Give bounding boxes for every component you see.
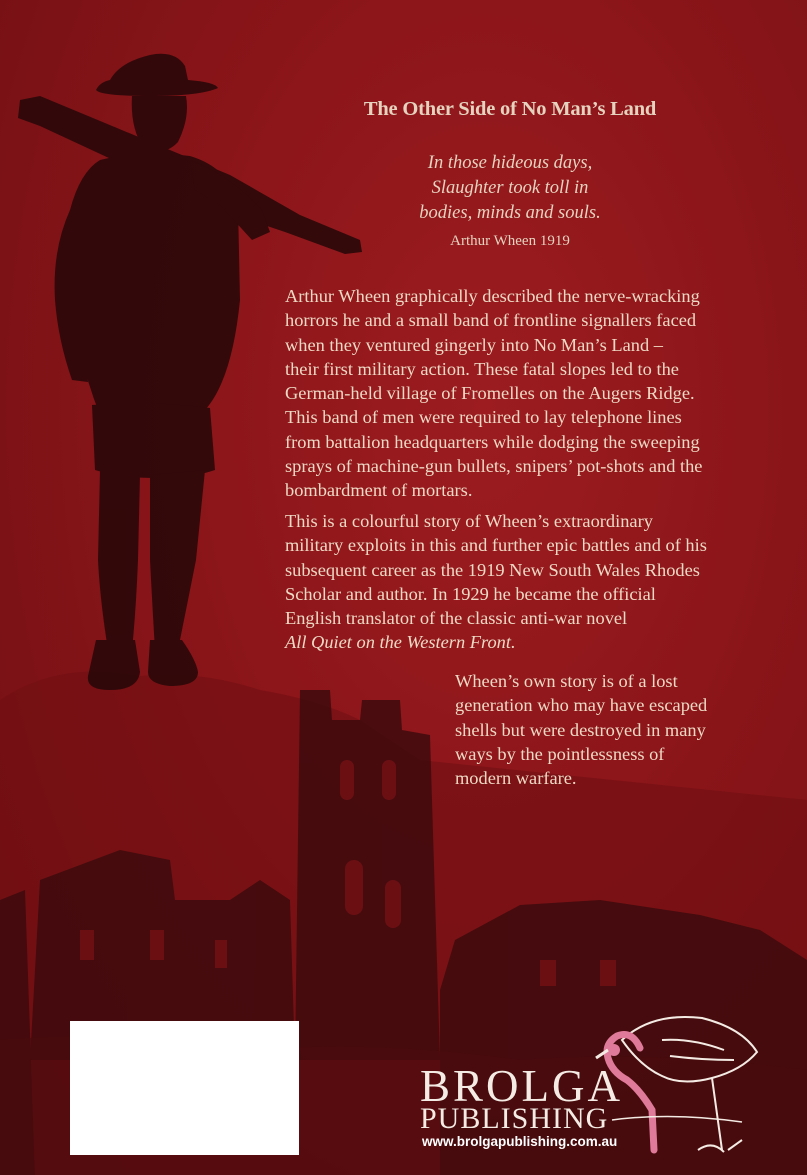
text-line: their first military action. These fatal slopes led to the xyxy=(285,358,679,379)
text-line: horrors he and a small band of frontline signallers faced xyxy=(285,310,697,331)
text-line: English translator of the classic anti-war novel xyxy=(285,608,628,629)
text-line: Wheen’s own story is of a lost xyxy=(455,671,678,691)
blurb-paragraph-1 xyxy=(285,284,702,503)
text-line: when they ventured gingerly into No Man’s Land – xyxy=(285,334,663,355)
epigraph-line: bodies, minds and souls. xyxy=(419,203,601,223)
text-line: generation who may have escaped xyxy=(455,695,708,716)
blurb-paragraph-2 xyxy=(285,509,707,655)
text-line: German-held village of Fromelles on the Augers Ridge. xyxy=(285,383,695,404)
publisher-url[interactable]: www.brolgapublishing.com.au xyxy=(422,1134,618,1149)
blurb-paragraph-3 xyxy=(455,669,707,790)
book-title: All Quiet on the Western Front. xyxy=(285,632,516,653)
epigraph-attribution: Arthur Wheen 1919 xyxy=(450,233,570,249)
back-cover-heading: The Other Side of No Man’s Land xyxy=(363,98,657,120)
text-line: This is a colourful story of Wheen’s extraordinary xyxy=(285,511,653,531)
publisher-logo[interactable] xyxy=(412,1000,784,1160)
text-line: military exploits in this and further epic battles and of his xyxy=(285,535,707,556)
text-line: from battalion headquarters while dodging the sweeping xyxy=(285,431,700,452)
epigraph-line: Slaughter took toll in xyxy=(431,178,589,198)
text-line: subsequent career as the 1919 New South Wales Rhodes xyxy=(285,559,700,580)
text-line: modern warfare. xyxy=(455,768,577,789)
text-line: This band of men were required to lay telephone lines xyxy=(285,407,682,428)
text-line: ways by the pointlessness of xyxy=(455,743,665,764)
text-line: Arthur Wheen graphically described the nerve-wracking xyxy=(285,286,700,306)
text-line: sprays of machine-gun bullets, snipers’ pot-shots and the xyxy=(285,456,703,477)
publisher-name: BROLGA xyxy=(420,1061,624,1111)
publisher-subtitle: PUBLISHING xyxy=(420,1102,609,1135)
epigraph-line: In those hideous days, xyxy=(427,153,593,173)
text-line: Scholar and author. In 1929 he became the official xyxy=(285,583,656,604)
barcode-area xyxy=(70,1021,299,1155)
text-line: shells but were destroyed in many xyxy=(455,719,706,740)
text-line: bombardment of mortars. xyxy=(285,480,473,501)
epigraph xyxy=(330,151,690,226)
